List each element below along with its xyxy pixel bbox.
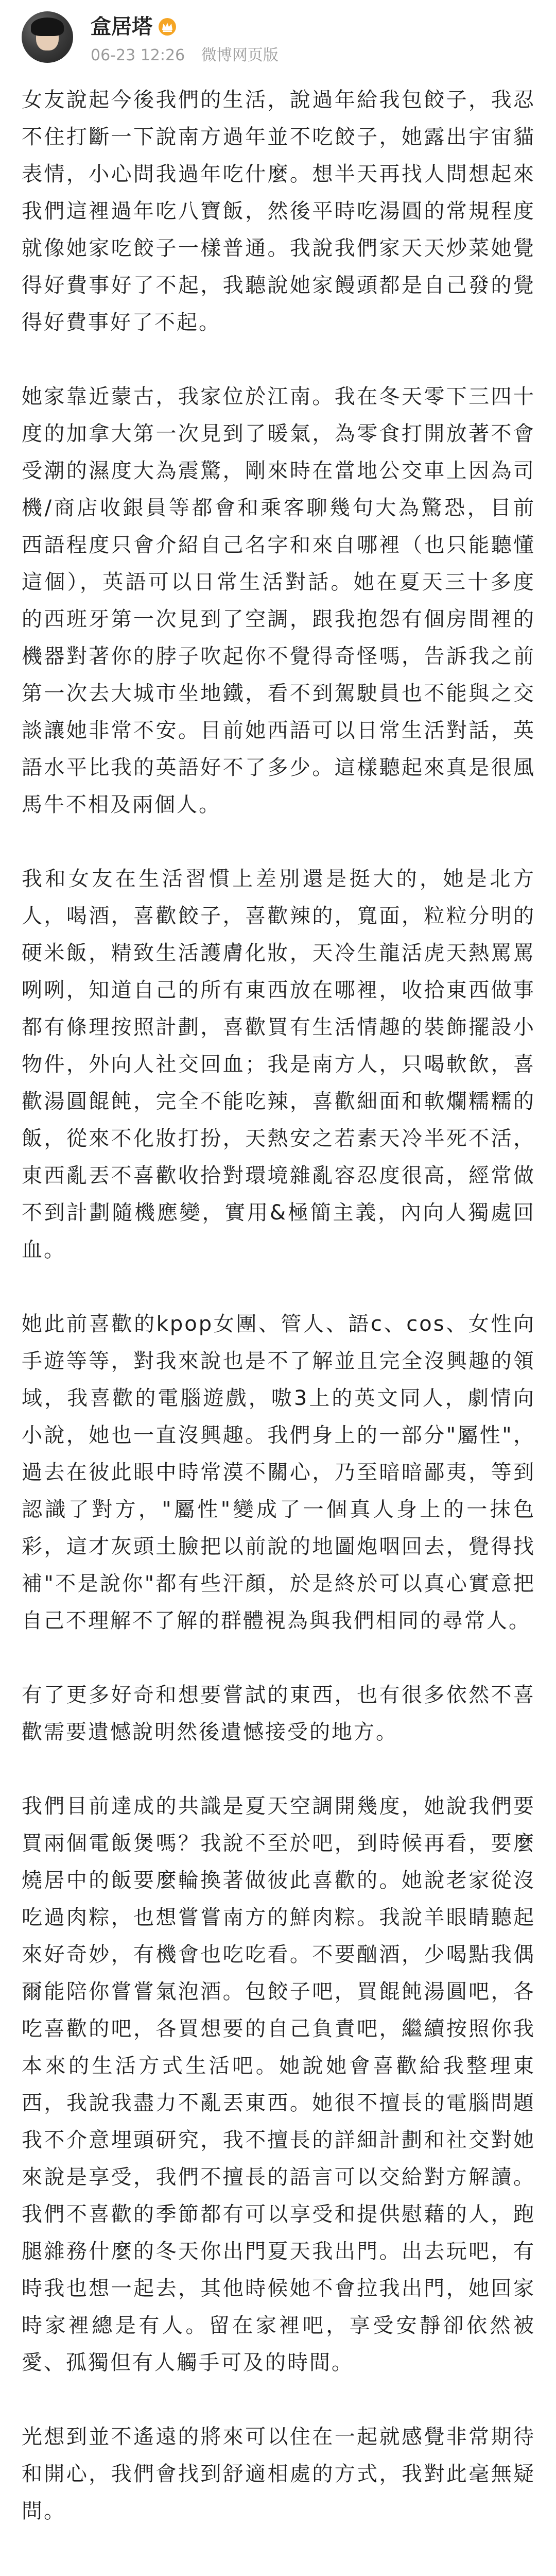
post-paragraph: 她此前喜歡的kpop女團、管人、語c、cos、女性向手遊等等，對我來說也是不了解並且完全沒興趣的領域，我喜歡的電腦遊戲，嗷3上的英文同人，劇情向小說，她也一直沒興趣。我們身上的一部分"屬性"，過去在彼此眼中時常漠不關心，乃至暗暗鄙夷，等到認識了對方，"屬性"變成了一個真人身上的一抹色彩，這才灰頭土臉把以前說的地圖炮咽回去，覺得找補"不是說你"都有些汗顏，於是終於可以真心實意把自己不理解不了解的群體視為與我們相同的尋常人。	[22, 1312, 535, 1633]
post-meta	[91, 45, 279, 66]
post-header	[0, 0, 556, 77]
crown-badge-icon	[158, 17, 177, 37]
username[interactable]: 盒居塔	[91, 15, 152, 39]
username-row	[91, 13, 177, 40]
post-paragraph: 她家靠近蒙古，我家位於江南。我在冬天零下三四十度的加拿大第一次見到了暖氣，為零食打開放著不會受潮的濕度大為震驚，剛來時在當地公交車上因為司機/商店收銀員等都會和乘客聊幾句大為驚恐，目前西語程度只會介紹自己名字和來自哪裡（也只能聽懂這個），英語可以日常生活對話。她在夏天三十多度的西班牙第一次見到了空調，跟我抱怨有個房間裡的機器對著你的脖子吹起你不覺得奇怪嗎，告訴我之前第一次去大城市坐地鐵，看不到駕駛員也不能與之交談讓她非常不安。目前她西語可以日常生活對話，英語水平比我的英語好不了多少。這樣聽起來真是很風馬牛不相及兩個人。	[22, 385, 535, 817]
post-paragraph: 有了更多好奇和想要嘗試的東西，也有很多依然不喜歡需要遺憾說明然後遺憾接受的地方。	[22, 1683, 535, 1744]
post-time: 06-23 12:26	[91, 46, 185, 64]
avatar[interactable]	[22, 11, 73, 63]
post-paragraph: 我和女友在生活習慣上差別還是挺大的，她是北方人，喝酒，喜歡餃子，喜歡辣的，寬面，粒粒分明的硬米飯，精致生活護膚化妝，天冷生龍活虎天熱罵罵咧咧，知道自己的所有東西放在哪裡，收拾東西做事都有條理按照計劃，喜歡買有生活情趣的裝飾擺設小物件，外向人社交回血；我是南方人，只喝軟飲，喜歡湯圓餛飩，完全不能吃辣，喜歡細面和軟爛糯糯的飯，從來不化妝打扮，天熱安之若素天冷半死不活，東西亂丟不喜歡收拾對環境雜亂容忍度很高，經常做不到計劃隨機應變，實用&極簡主義，內向人獨處回血。	[22, 867, 535, 1262]
post-paragraph: 我們目前達成的共識是夏天空調開幾度，她說我們要買兩個電飯煲嗎？我說不至於吧，到時候再看，要麼燒居中的飯要麼輪換著做彼此喜歡的。她說老家從沒吃過肉粽，也想嘗嘗南方的鮮肉粽。我說羊眼睛聽起來好奇妙，有機會也吃吃看。不要酗酒，少喝點我偶爾能陪你嘗嘗氣泡酒。包餃子吧，買餛飩湯圓吧，各吃喜歡的吧，各買想要的自己負責吧，繼續按照你我本來的生活方式生活吧。她說她會喜歡給我整理東西，我說我盡力不亂丟東西。她很不擅長的電腦問題我不介意埋頭研究，我不擅長的詳細計劃和社交對她來說是享受，我們不擅長的語言可以交給對方解讀。我們不喜歡的季節都有可以享受和提供慰藉的人，跑腿雜務什麼的冬天你出門夏天我出門。出去玩吧，有時我也想一起去，其他時候她不會拉我出門，她回家時家裡總是有人。留在家裡吧，享受安靜卻依然被愛、孤獨但有人觸手可及的時間。	[22, 1794, 535, 2375]
post-body	[22, 81, 535, 2567]
post-source: 微博网页版	[201, 46, 279, 64]
post-paragraph: 女友說起今後我們的生活，說過年給我包餃子，我忍不住打斷一下說南方過年並不吃餃子，她露出宇宙貓表情，小心問我過年吃什麼。想半天再找人問想起來我們這裡過年吃八寶飯，然後平時吃湯圓的常規程度就像她家吃餃子一樣普通。我說我們家天天炒菜她覺得好費事好了不起，我聽說她家饅頭都是自己發的覺得好費事好了不起。	[22, 88, 535, 334]
avatar-hair	[31, 18, 64, 36]
post-paragraph: 光想到並不遙遠的將來可以住在一起就感覺非常期待和開心，我們會找到舒適相處的方式，我對此毫無疑問。	[22, 2425, 535, 2523]
